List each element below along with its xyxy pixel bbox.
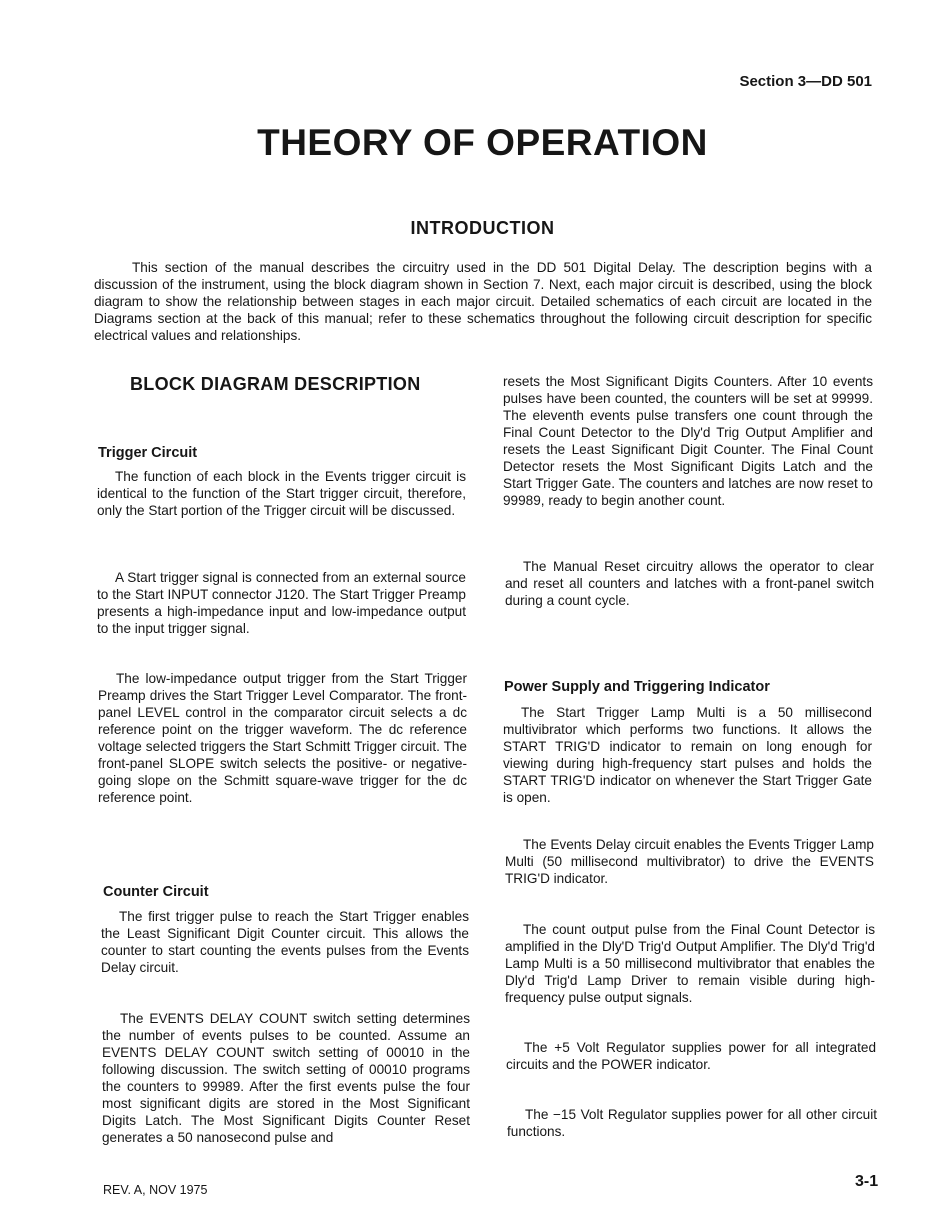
introduction-paragraph: This section of the manual describes the circuitry used in the DD 501 Digital Delay. The description begins with a discussion of the instrument, using the block diagram shown in Section 7. Next, each major circuit is described, using the block diagram to show the relationship between stages in each major circuit. Detailed schematics of each circuit are located in the Diagrams section at the back of this manual; refer to these schematics throughout the following circuit description for specific electrical values and relationships. [94,260,872,343]
trigger-paragraph-2: A Start trigger signal is connected from an external source to the Start INPUT connector J120. The Start Trigger Preamp presents a high-impedance input and low-impedance output to the input trigger signal. [97,570,466,636]
counter-circuit-heading: Counter Circuit [103,884,209,900]
trigger-paragraph-3: The low-impedance output trigger from the Start Trigger Preamp drives the Start Trigger Level Comparator. The front-panel LEVEL control in the comparator circuit selects a dc reference point on the trigger waveform. The dc reference voltage selected triggers the Start Schmitt Trigger circuit. The front-panel SLOPE switch selects the positive- or negative-going slope on the Schmitt square-wave trigger for the dc reference point. [98,671,467,805]
trigger-circuit-heading: Trigger Circuit [98,445,198,461]
power-paragraph-4: The +5 Volt Regulator supplies power for all integrated circuits and the POWER indicator. [506,1040,876,1072]
power-paragraph-3: The count output pulse from the Final Count Detector is amplified in the Dly'D Trig'd Output Amplifier. The Dly'd Trig'd Lamp Multi is a 50 millisecond multivibrator that enables the Dly'd Trig'd Lamp Driver to remain visible during high-frequency pulse output signals. [505,922,875,1005]
page-number: 3-1 [855,1173,879,1190]
power-paragraph-2: The Events Delay circuit enables the Events Trigger Lamp Multi (50 millisecond multivibrator) to drive the EVENTS TRIG'D indicator. [505,837,874,886]
power-paragraph-5: The −15 Volt Regulator supplies power for all other circuit functions. [507,1107,877,1139]
introduction-heading: INTRODUCTION [410,218,555,238]
counter-paragraph-2: The EVENTS DELAY COUNT switch setting determines the number of events pulses to be counted. Assume an EVENTS DELAY COUNT switch setting of 00010 in the following discussion. The switch setting of 00010 programs the counters to 99989. After the first events pulse the four most significant digits are stored in the Most Significant Digits Latch. The Most Significant Digits Counter Reset generates a 50 nanosecond pulse and [102,1011,470,1145]
section-header: Section 3—DD 501 [739,73,872,90]
page-title: THEORY OF OPERATION [257,122,708,163]
power-paragraph-1: The Start Trigger Lamp Multi is a 50 millisecond multivibrator which performs two functions. It allows the START TRIG'D indicator to remain on long enough for viewing during high-frequency start pulses and holds the START TRIG'D indicator on whenever the Start Trigger Gate is open. [503,705,872,805]
counter-paragraph-2-continued: resets the Most Significant Digits Counters. After 10 events pulses have been counted, the counters will be set at 99999. The eleventh events pulse transfers one count through the Final Count Detector to the Dly'd Trig Output Amplifier and resets the Least Significant Digit Counter. The Final Count Detector resets the Most Significant Digits Latch and the Start Trigger Gate. The counters and latches are now reset to 99989, ready to begin another count. [503,374,873,508]
power-supply-heading: Power Supply and Triggering Indicator [504,679,770,695]
revision-note: REV. A, NOV 1975 [103,1183,208,1197]
manual-reset-paragraph: The Manual Reset circuitry allows the operator to clear and reset all counters and latches with a front-panel switch during a count cycle. [505,559,874,608]
counter-paragraph-1: The first trigger pulse to reach the Start Trigger enables the Least Significant Digit Counter circuit. This allows the counter to start counting the events pulses from the Events Delay circuit. [101,909,469,975]
trigger-paragraph-1: The function of each block in the Events trigger circuit is identical to the function of the Start trigger circuit, therefore, only the Start portion of the Trigger circuit will be discussed. [97,469,466,518]
block-diagram-heading: BLOCK DIAGRAM DESCRIPTION [130,374,421,394]
